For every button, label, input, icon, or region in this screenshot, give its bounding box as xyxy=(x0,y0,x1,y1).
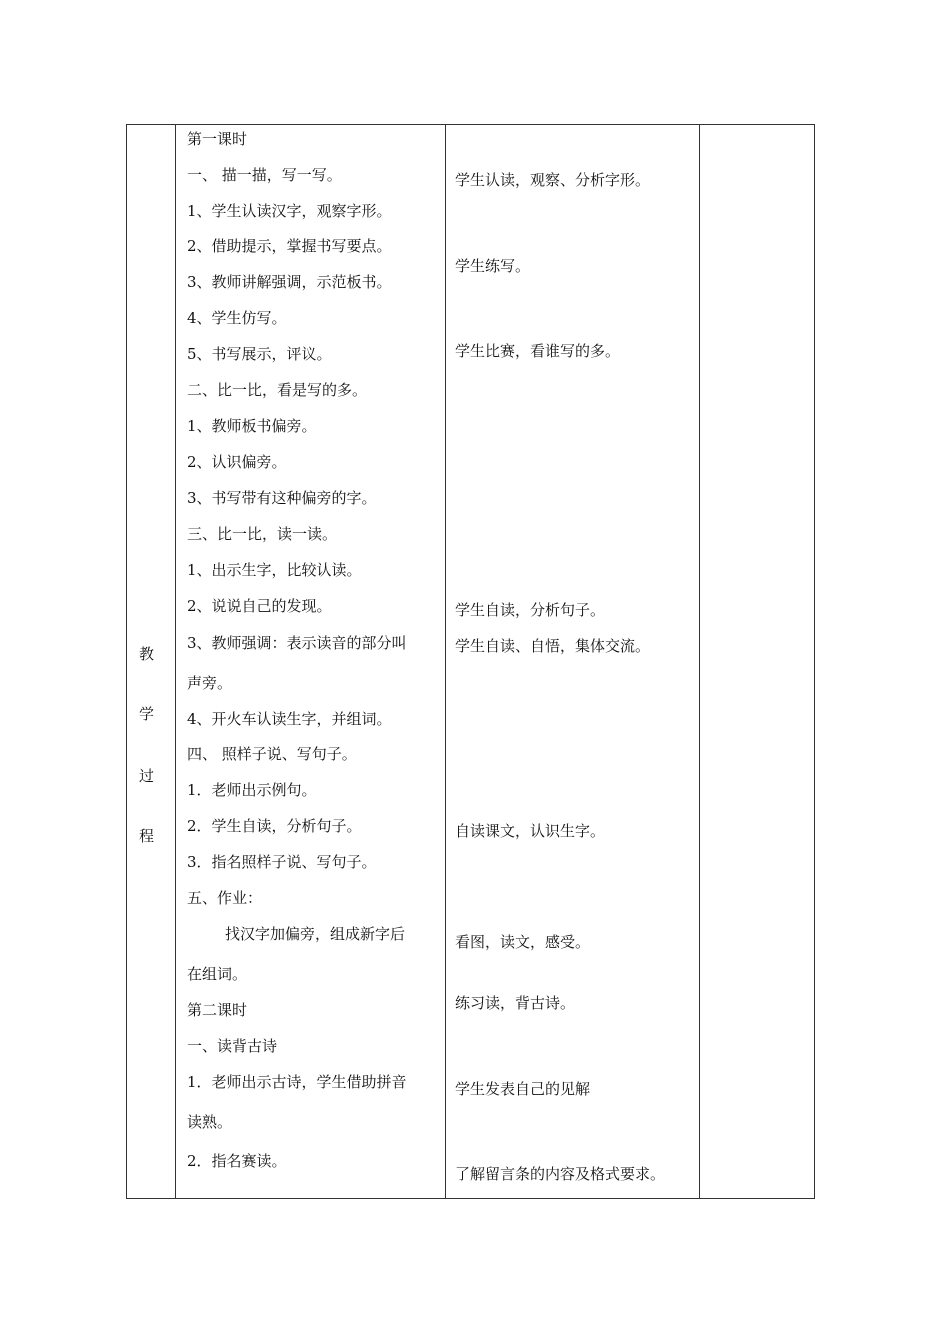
student-line: 学生比赛，看谁写的多。 xyxy=(455,342,621,360)
teacher-line: 在组词。 xyxy=(187,965,248,983)
teacher-line: 1、教师板书偏旁。 xyxy=(187,417,317,435)
side-label-char: 程 xyxy=(139,827,155,845)
student-line: 学生认读，观察、分析字形。 xyxy=(455,171,651,189)
student-line: 学生练写。 xyxy=(455,257,531,275)
notes-cell xyxy=(700,125,814,1198)
teacher-line: 三、比一比，读一读。 xyxy=(187,525,338,543)
teacher-line: 2、认识偏旁。 xyxy=(187,453,287,471)
teacher-line: 四、 照样子说、写句子。 xyxy=(187,745,357,763)
teacher-line: 1、学生认读汉字，观察字形。 xyxy=(187,202,392,220)
teacher-line: 第二课时 xyxy=(187,1001,248,1019)
teacher-line: 3、教师强调：表示读音的部分叫 xyxy=(187,634,407,652)
teacher-line: 二、比一比，看是写的多。 xyxy=(187,381,368,399)
teacher-line: 4、学生仿写。 xyxy=(187,309,287,327)
teacher-line: 4、开火车认读生字，并组词。 xyxy=(187,710,392,728)
column-divider xyxy=(445,125,446,1198)
student-line: 自读课文，认识生字。 xyxy=(455,822,606,840)
teacher-line: 5、书写展示，评议。 xyxy=(187,345,332,363)
student-line: 学生发表自己的见解 xyxy=(455,1080,591,1098)
teacher-line: 一、 描一描，写一写。 xyxy=(187,166,342,184)
teacher-line: 1．老师出示例句。 xyxy=(187,781,317,799)
teacher-line: 1．老师出示古诗，学生借助拼音 xyxy=(187,1073,407,1091)
teacher-line: 2、借助提示，掌握书写要点。 xyxy=(187,237,392,255)
side-label-char: 过 xyxy=(139,767,155,785)
teacher-line: 读熟。 xyxy=(187,1113,233,1131)
column-divider xyxy=(175,125,176,1198)
teacher-line: 3、教师讲解强调，示范板书。 xyxy=(187,273,392,291)
teacher-line: 第一课时 xyxy=(187,130,248,148)
student-line: 看图，读文，感受。 xyxy=(455,933,591,951)
teacher-line: 2．指名赛读。 xyxy=(187,1152,287,1170)
teacher-line: 一、读背古诗 xyxy=(187,1037,278,1055)
side-label-char: 教 xyxy=(139,645,155,663)
student-line: 学生自读、自悟，集体交流。 xyxy=(455,637,651,655)
lesson-table xyxy=(126,124,815,1199)
teacher-line: 2、说说自己的发现。 xyxy=(187,597,332,615)
teacher-line: 五、作业： xyxy=(187,889,263,907)
teacher-line: 1、出示生字，比较认读。 xyxy=(187,561,362,579)
teacher-line: 3．指名照样子说、写句子。 xyxy=(187,853,377,871)
teacher-line: 找汉字加偏旁，组成新字后 xyxy=(225,925,406,943)
teacher-line: 声旁。 xyxy=(187,674,233,692)
student-line: 学生自读，分析句子。 xyxy=(455,601,606,619)
student-line: 练习读，背古诗。 xyxy=(455,994,576,1012)
student-line: 了解留言条的内容及格式要求。 xyxy=(455,1165,666,1183)
side-label-char: 学 xyxy=(139,705,155,723)
teacher-line: 3、书写带有这种偏旁的字。 xyxy=(187,489,377,507)
teacher-line: 2．学生自读，分析句子。 xyxy=(187,817,362,835)
